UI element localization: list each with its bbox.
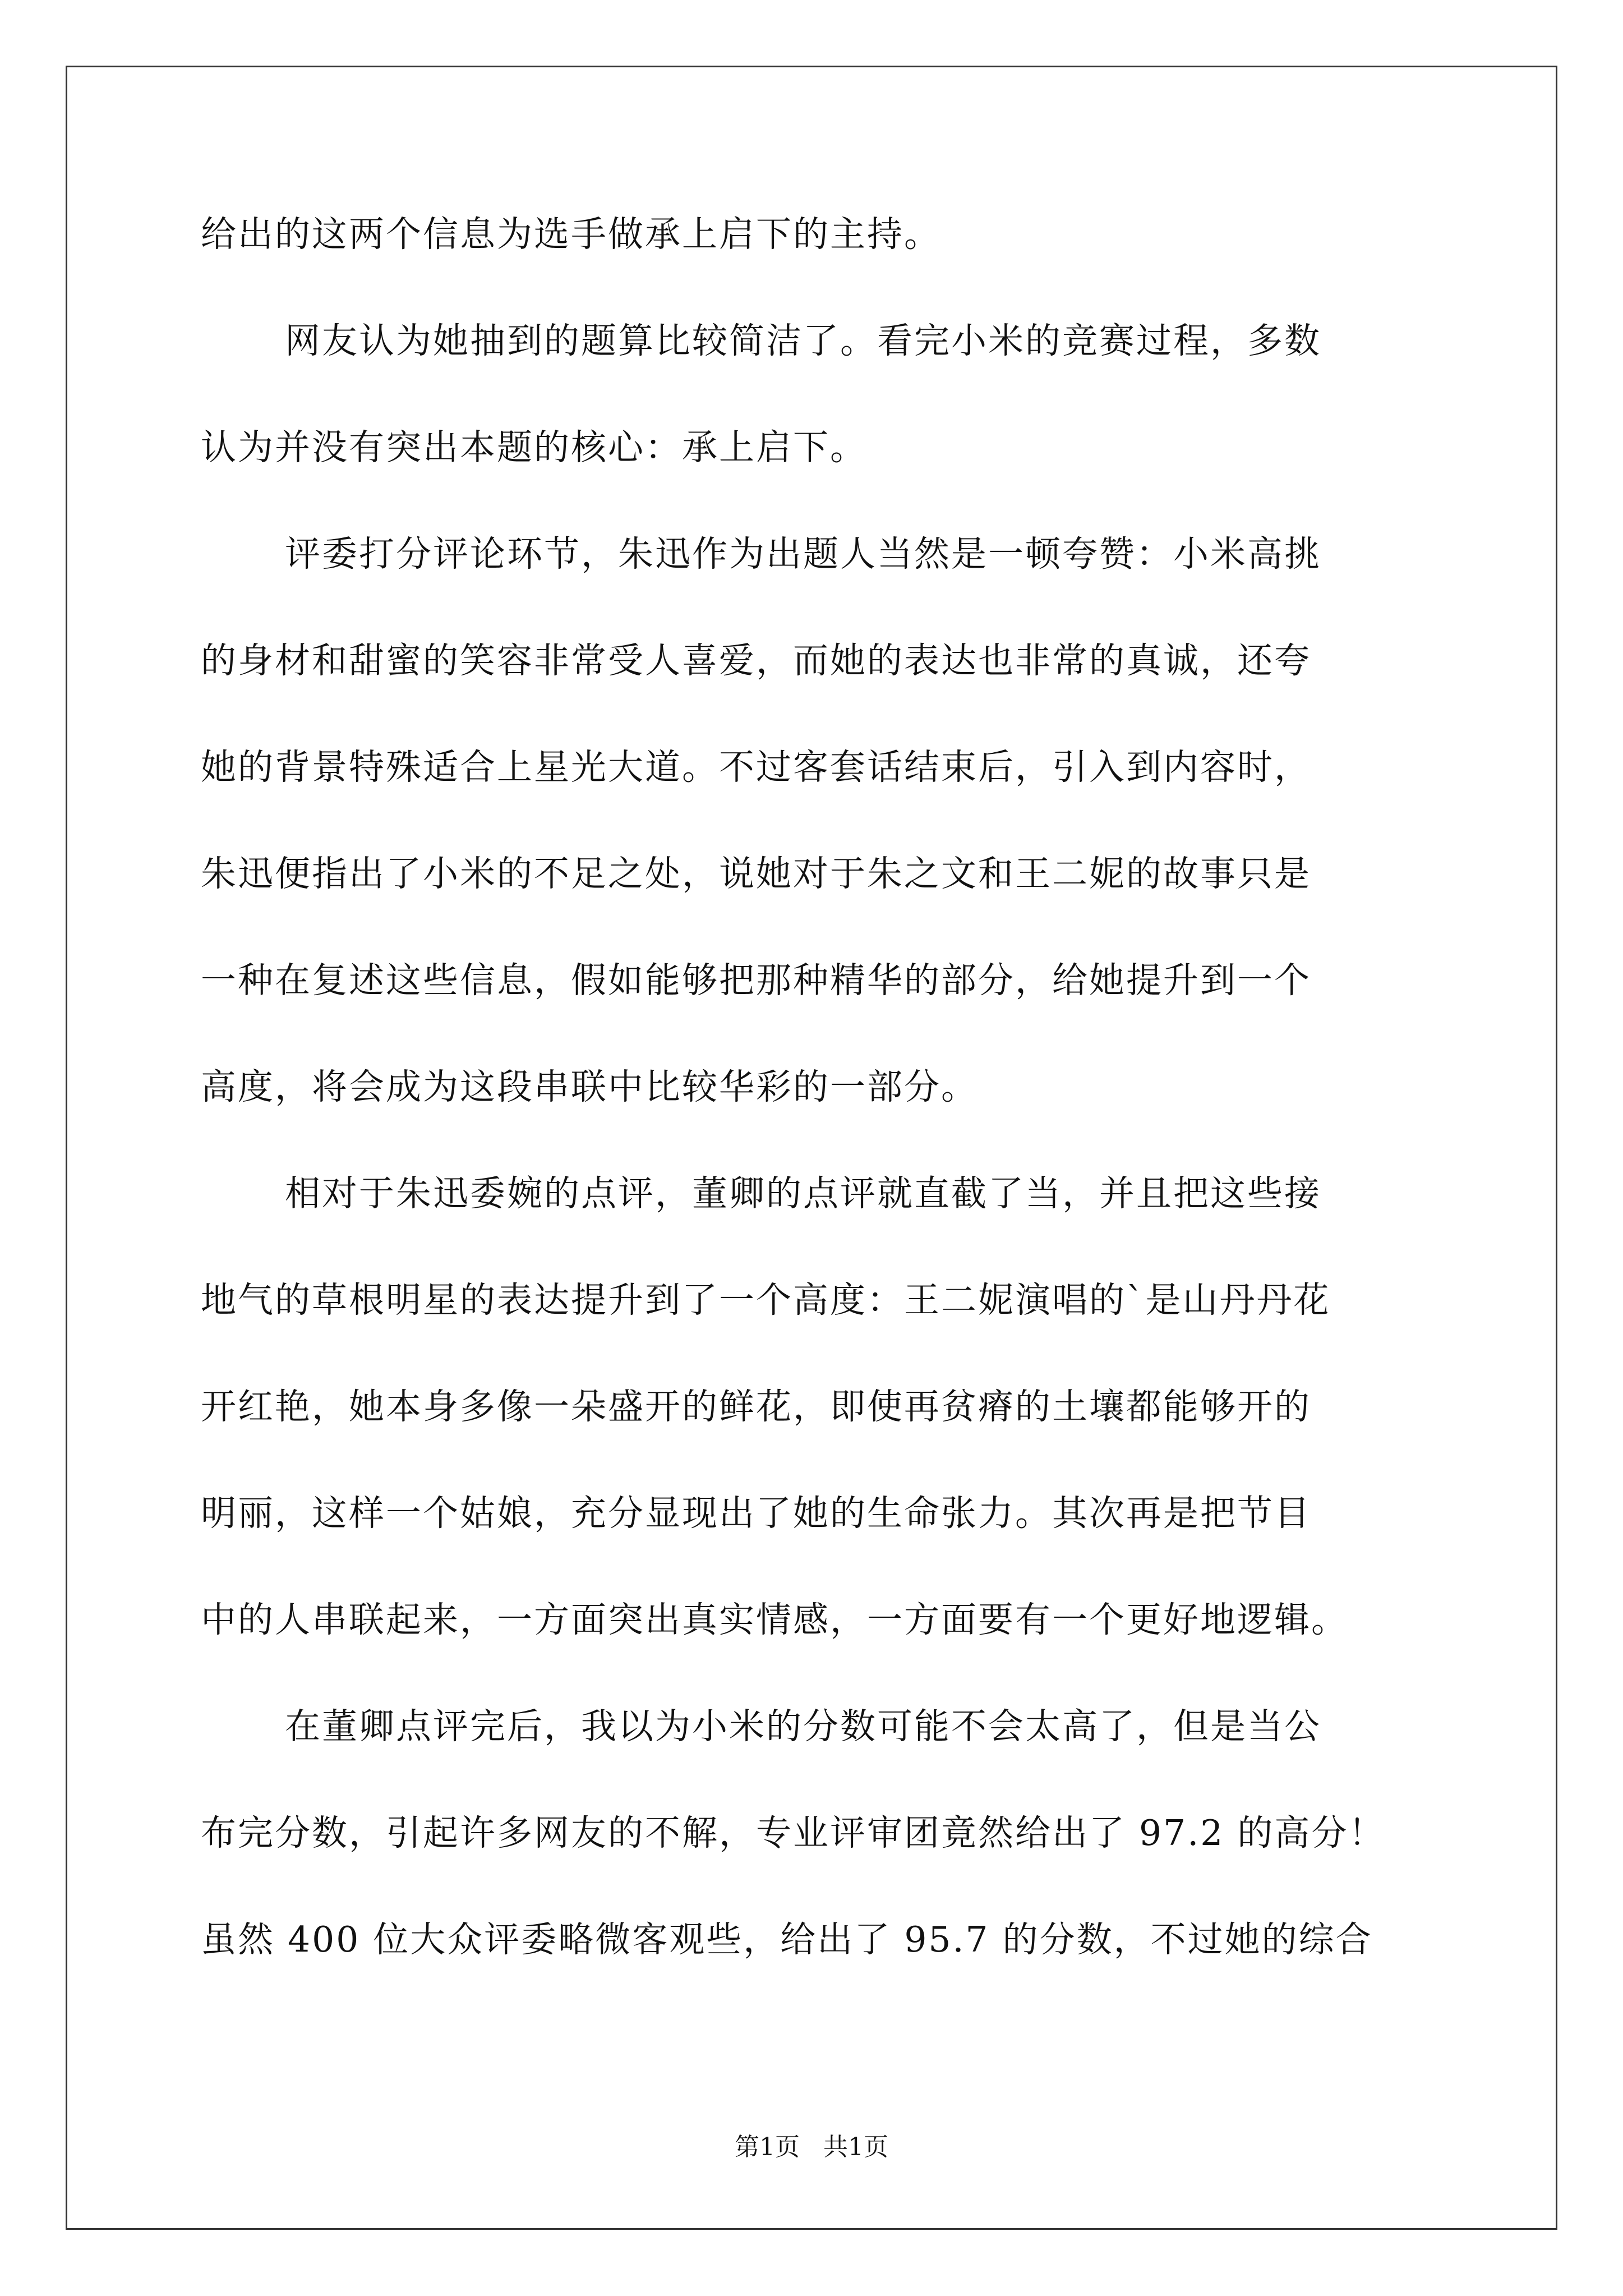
- text-line: 给出的这两个信息为选手做承上启下的主持。: [201, 214, 941, 255]
- text-line: 评委打分评论环节，朱迅作为出题人当然是一顿夸赞：小米高挑: [285, 533, 1321, 574]
- page-frame: [66, 66, 1557, 2230]
- page-footer: 第1页 共1页: [735, 2133, 888, 2161]
- text-line: 一种在复述这些信息，假如能够把那种精华的部分，给她提升到一个: [201, 960, 1311, 1001]
- text-line: 地气的草根明星的表达提升到了一个高度：王二妮演唱的`是山丹丹花: [201, 1280, 1331, 1320]
- text-line: 明丽，这样一个姑娘，充分显现出了她的生命张力。其次再是把节目: [201, 1493, 1311, 1534]
- text-line: 虽然 400 位大众评委略微客观些，给出了 95.7 的分数，不过她的综合: [201, 1919, 1373, 1960]
- text-line: 认为并没有突出本题的核心：承上启下。: [201, 427, 867, 468]
- text-line: 她的背景特殊适合上星光大道。不过客套话结束后，引入到内容时，: [201, 747, 1311, 788]
- text-line: 的身材和甜蜜的笑容非常受人喜爱，而她的表达也非常的真诚，还夸: [201, 640, 1311, 681]
- text-line: 高度，将会成为这段串联中比较华彩的一部分。: [201, 1066, 978, 1107]
- text-line: 网友认为她抽到的题算比较简洁了。看完小米的竞赛过程，多数: [285, 320, 1321, 361]
- text-line: 中的人串联起来，一方面突出真实情感，一方面要有一个更好地逻辑。: [201, 1599, 1348, 1640]
- text-line: 朱迅便指出了小米的不足之处，说她对于朱之文和王二妮的故事只是: [201, 853, 1311, 894]
- text-line: 相对于朱迅委婉的点评，董卿的点评就直截了当，并且把这些接: [285, 1173, 1321, 1214]
- text-line: 布完分数，引起许多网友的不解，专业评审团竟然给出了 97.2 的高分！: [201, 1812, 1386, 1853]
- text-line: 在董卿点评完后，我以为小米的分数可能不会太高了，但是当公: [285, 1706, 1321, 1747]
- text-line: 开红艳，她本身多像一朵盛开的鲜花，即使再贫瘠的土壤都能够开的: [201, 1386, 1311, 1427]
